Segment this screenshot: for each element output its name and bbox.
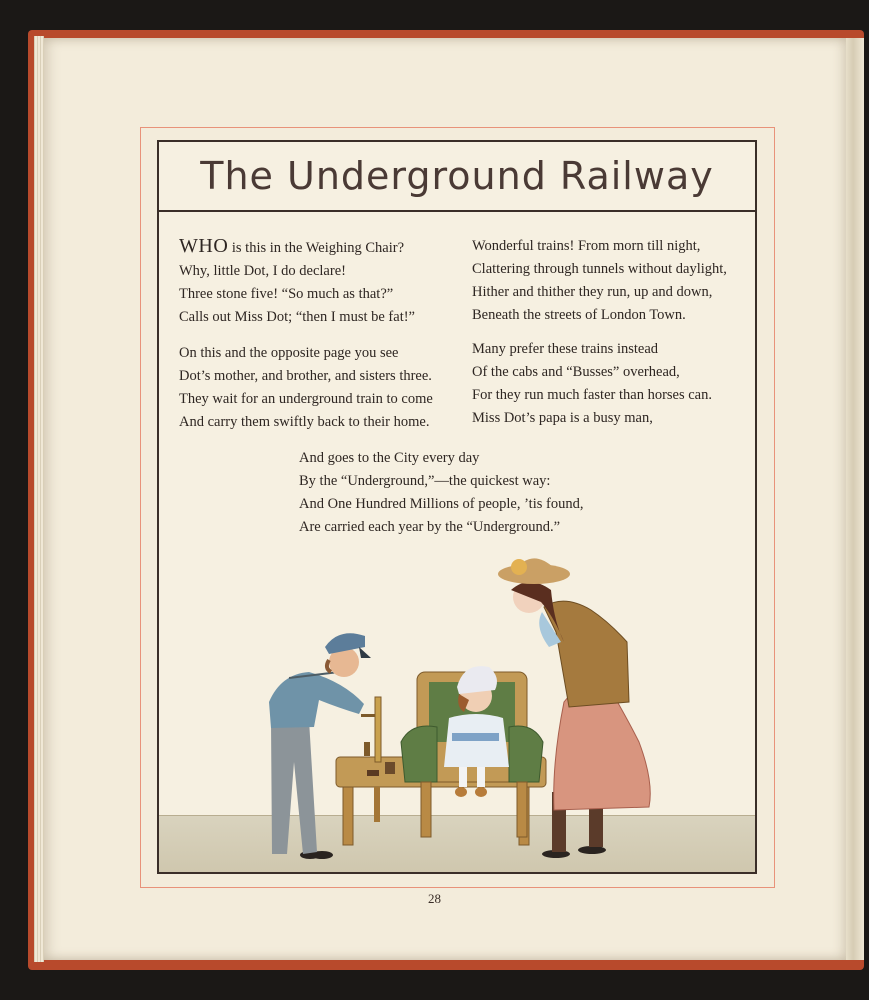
verse-line: Dot’s mother, and brother, and sisters three. — [179, 368, 432, 384]
page-title: The Underground Railway — [200, 154, 714, 198]
verse-line: Of the cabs and “Busses” overhead, — [472, 364, 680, 380]
verse-line: And carry them swiftly back to their home. — [179, 414, 430, 430]
boy-figure — [269, 633, 371, 859]
verse-line: Why, little Dot, I do declare! — [179, 263, 346, 279]
drop-cap: WHO — [179, 235, 229, 257]
illustration — [159, 142, 755, 872]
verse-line: Beneath the streets of London Town. — [472, 307, 686, 323]
page-number: 28 — [428, 891, 441, 906]
verse-line: They wait for an underground train to come — [179, 391, 433, 407]
verse-line: Wonderful trains! From morn till night, — [472, 238, 701, 254]
page-gutter — [34, 36, 44, 962]
verse-line: And One Hundred Millions of people, ’tis found, — [299, 496, 584, 512]
verse-line: Calls out Miss Dot; “then I must be fat!” — [179, 309, 415, 325]
verse-line: By the “Underground,”—the quickest way: — [299, 473, 551, 489]
content-frame — [157, 140, 757, 874]
verse-line: Many prefer these trains instead — [472, 341, 659, 357]
page-edge — [846, 38, 864, 960]
verse-line: Are carried each year by the “Underground.” — [299, 519, 560, 535]
verse-line: Clattering through tunnels without daylight, — [472, 261, 727, 277]
verse-line: And goes to the City every day — [299, 450, 480, 466]
verse-line: Miss Dot’s papa is a busy man, — [472, 410, 653, 426]
verse-line: For they run much faster than horses can. — [472, 387, 712, 403]
verse-line: Three stone five! “So much as that?” — [179, 286, 394, 302]
verse-line: WHO is this in the Weighing Chair? — [179, 235, 405, 257]
verse-line: On this and the opposite page you see — [179, 345, 399, 361]
verse-line: Hither and thither they run, up and down, — [472, 284, 713, 300]
